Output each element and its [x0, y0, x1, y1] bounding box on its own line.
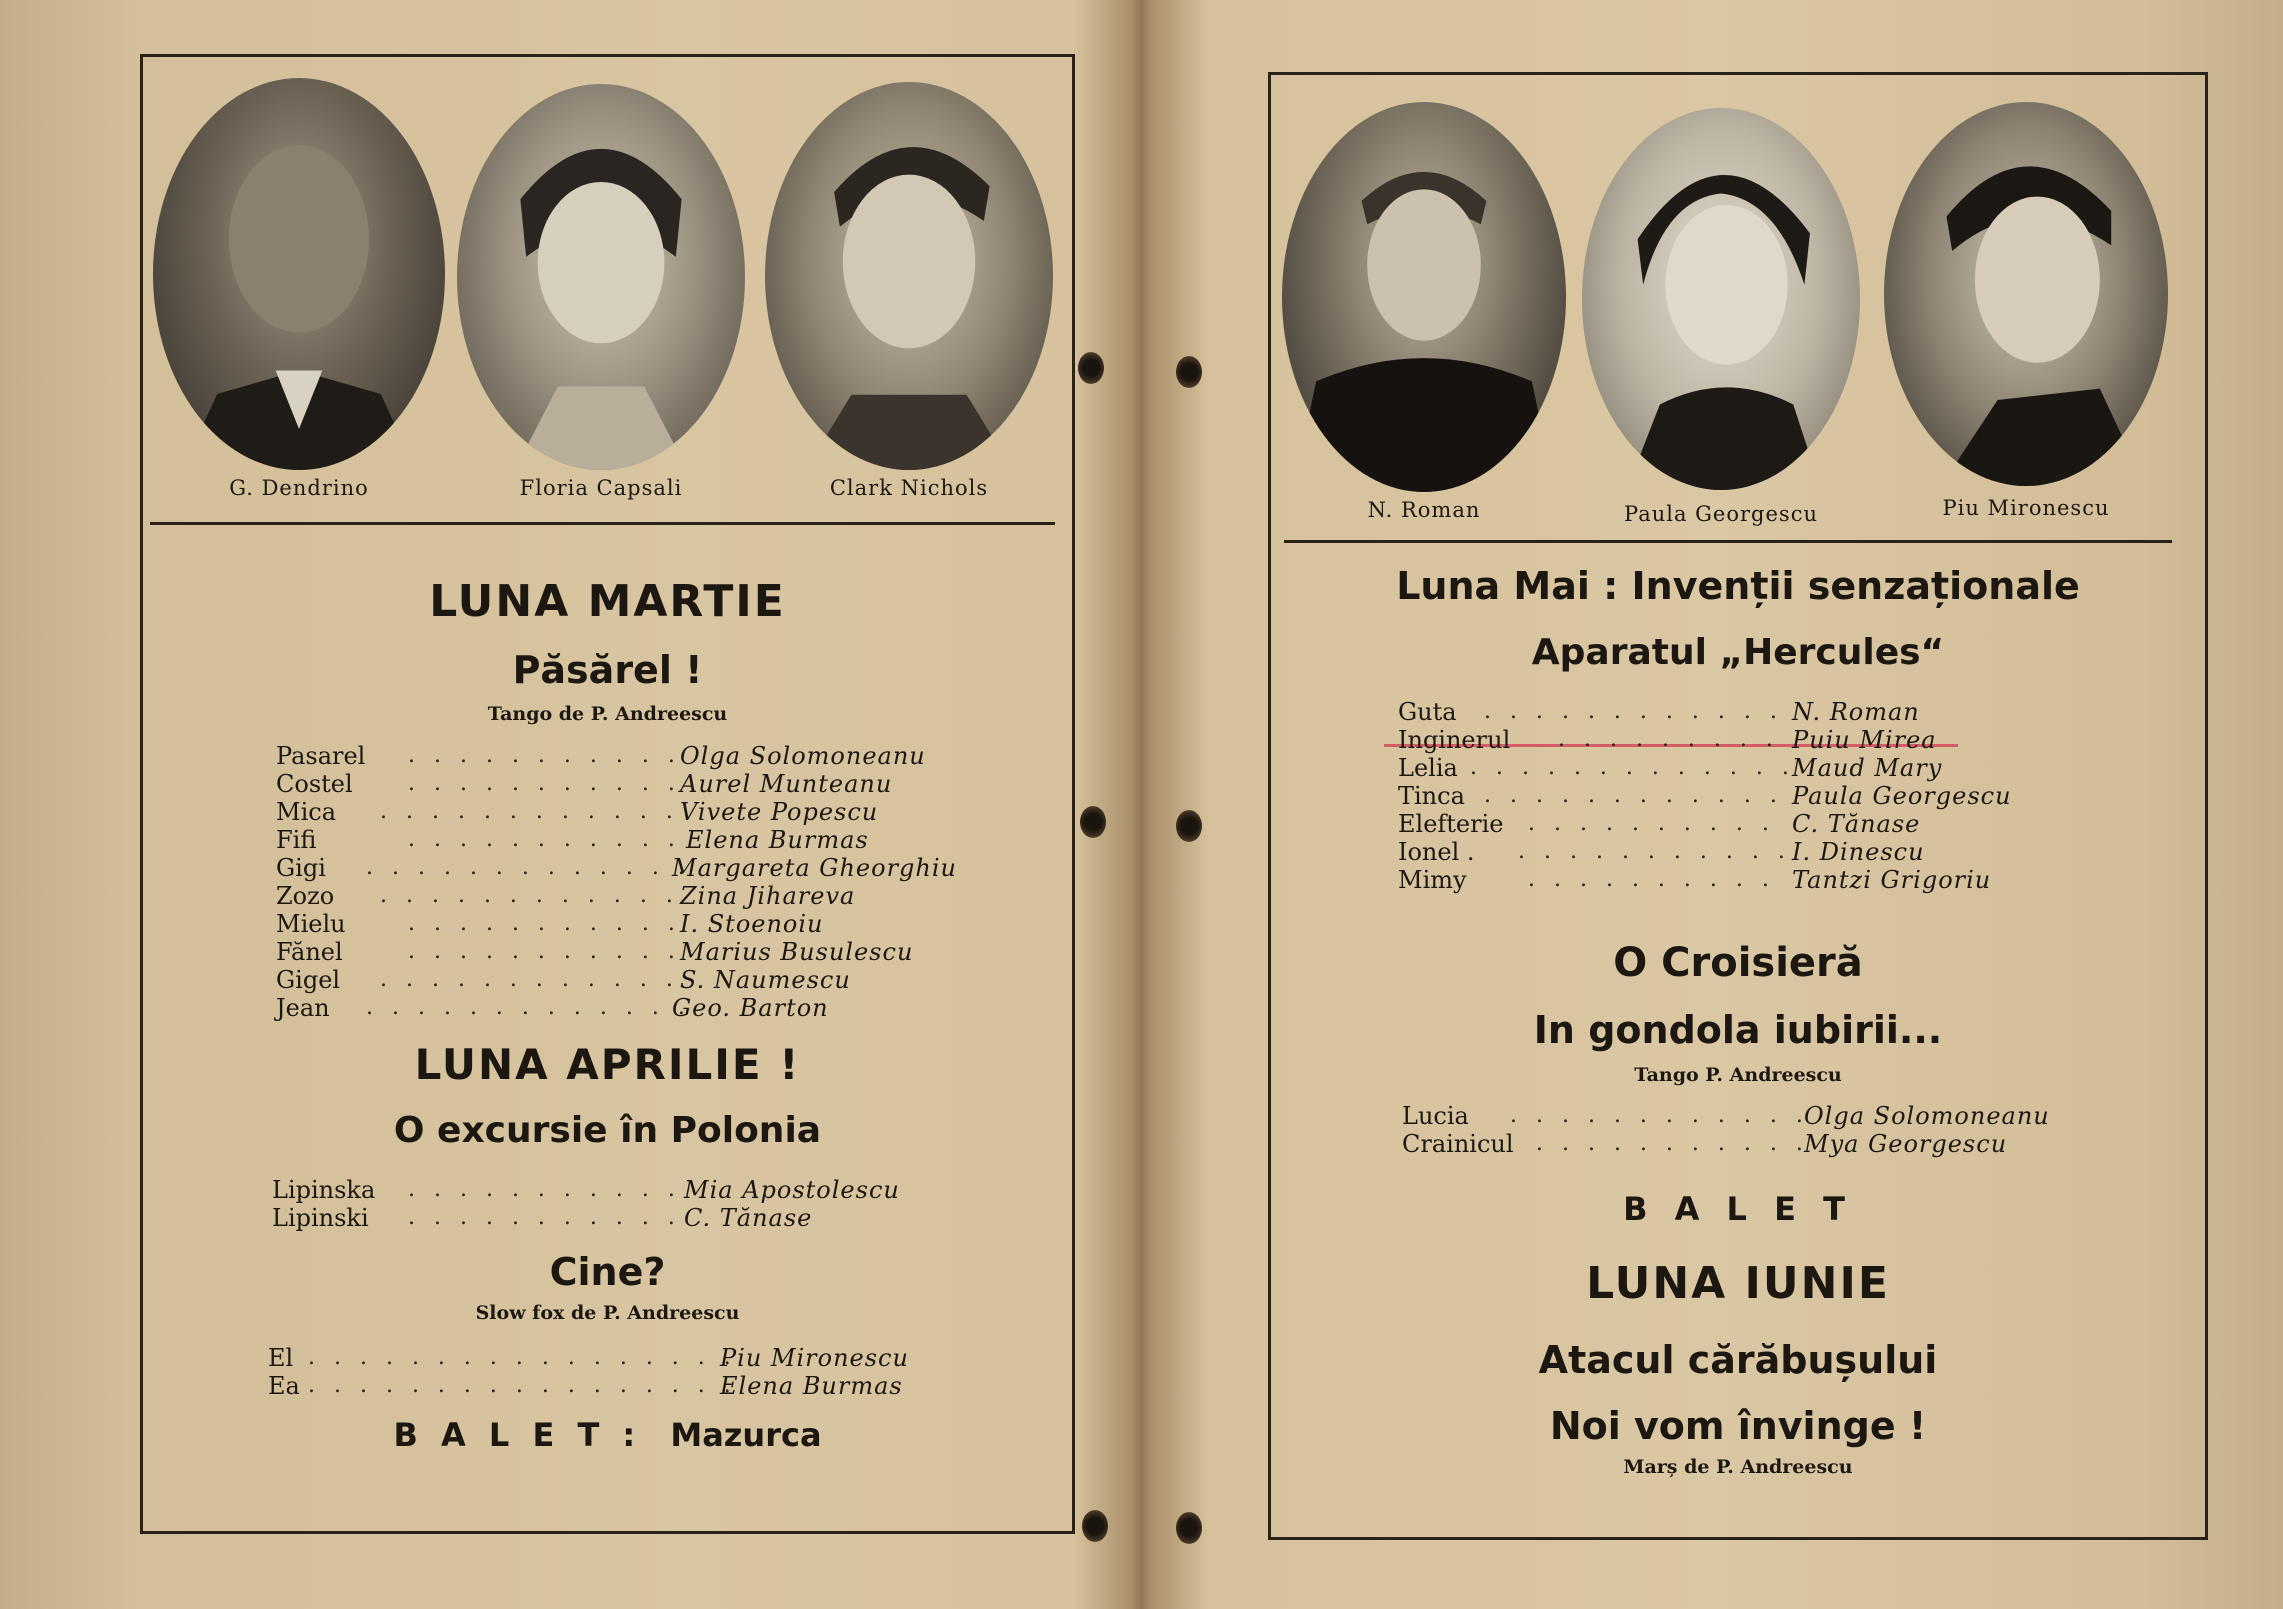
role-name: Zozo	[276, 882, 335, 910]
actor-name: Piu Mironescu	[720, 1344, 909, 1372]
section-title-mai: Luna Mai : Invenții senzaționale	[1396, 564, 2080, 608]
cast-row: Fănel . . . . . . . . . . . Marius Busulescu	[276, 938, 914, 966]
actor-name: Maud Mary	[1792, 754, 1943, 782]
section-title-croisiera: O Croisieră	[1613, 940, 1863, 986]
portrait-caption: Paula Georgescu	[1624, 502, 1818, 526]
role-name: Jean	[276, 994, 330, 1022]
cast-row: Mielu . . . . . . . . . . . I. Stoenoiu	[276, 910, 824, 938]
portrait-photo	[1282, 102, 1566, 492]
actor-name: Olga Solomoneanu	[680, 742, 926, 770]
role-name: Lucia	[1402, 1102, 1469, 1130]
role-name: Gigi	[276, 854, 326, 882]
song-title-pasarel: Păsărel !	[512, 648, 703, 692]
song-title-polonia: O excursie în Polonia	[393, 1110, 822, 1151]
role-name: Fifi	[276, 826, 317, 854]
song-credit-gondola: Tango P. Andreescu	[1634, 1064, 1842, 1086]
cast-list-gondola	[1402, 1102, 2122, 1158]
actor-name: Mya Georgescu	[1804, 1130, 2008, 1158]
cast-row: Lipinski . . . . . . . . . . . C. Tănase	[272, 1204, 813, 1232]
portrait-photo	[1582, 108, 1860, 490]
actor-name: C. Tănase	[684, 1204, 813, 1232]
cast-row: Elefterie . . . . . . . . . . C. Tănase	[1398, 810, 1921, 838]
role-name: Crainicul	[1402, 1130, 1514, 1158]
cast-row: El . . . . . . . . . . . . . . . . . Piu Mironescu	[268, 1344, 909, 1372]
cast-row: Lipinska . . . . . . . . . . . Mia Apostolescu	[272, 1176, 900, 1204]
actor-name: N. Roman	[1792, 698, 1920, 726]
role-name: Ionel .	[1398, 838, 1475, 866]
cast-row: Ea . . . . . . . . . . . . . . . . . Elena Burmas	[268, 1372, 903, 1400]
portrait-photo	[1884, 102, 2168, 486]
role-name: Guta	[1398, 698, 1457, 726]
role-name: Ea	[268, 1372, 300, 1400]
cast-row: Lucia . . . . . . . . . . . . Olga Solomoneanu	[1402, 1102, 2050, 1130]
cast-row: Jean . . . . . . . . . . . . . Geo. Barton	[276, 994, 829, 1022]
cast-row: Inginerul . . . . . . . . . Puiu Mirea	[1398, 726, 1937, 754]
balet-heading: B A L E T	[1623, 1190, 1853, 1228]
song-title-gondola: In gondola iubirii...	[1533, 1008, 1943, 1052]
portrait-caption: Piu Mironescu	[1942, 496, 2110, 520]
cast-row: Ionel . . . . . . . . . . . . I. Dinescu	[1398, 838, 1925, 866]
cast-row: Crainicul . . . . . . . . . . . Mya Georgescu	[1402, 1130, 2008, 1158]
role-name: Tinca	[1398, 782, 1465, 810]
portrait-caption: G. Dendrino	[229, 476, 369, 500]
role-name: Mimy	[1398, 866, 1467, 894]
actor-name: Zina Jihareva	[680, 882, 856, 910]
actor-name: Olga Solomoneanu	[1804, 1102, 2050, 1130]
role-name: Gigel	[276, 966, 341, 994]
actor-name: Puiu Mirea	[1792, 726, 1937, 754]
actor-name: Margareta Gheorghiu	[672, 854, 957, 882]
portrait-caption: Floria Capsali	[519, 476, 683, 500]
cast-row: Tinca . . . . . . . . . . . . Paula Georgescu	[1398, 782, 2012, 810]
cast-row: Costel . . . . . . . . . . . Aurel Munteanu	[276, 770, 893, 798]
portrait-caption: N. Roman	[1367, 498, 1481, 522]
actor-name: Paula Georgescu	[1792, 782, 2012, 810]
role-name: Costel	[276, 770, 353, 798]
role-name: Fănel	[276, 938, 343, 966]
actor-name: Tantzi Grigoriu	[1792, 866, 1992, 894]
balet-label: B A L E T :	[393, 1416, 642, 1454]
actor-name: Geo. Barton	[672, 994, 829, 1022]
song-credit-cine: Slow fox de P. Andreescu	[475, 1302, 740, 1324]
song-title-hercules: Aparatul „Hercules“	[1531, 632, 1945, 673]
section-title-aprilie: LUNA APRILIE !	[414, 1040, 801, 1089]
role-name: Elefterie	[1398, 810, 1504, 838]
song-title-invinge: Noi vom învinge !	[1549, 1404, 1927, 1448]
song-credit-invinge: Marș de P. Andreescu	[1623, 1456, 1853, 1478]
song-title-cine: Cine?	[549, 1250, 666, 1294]
right-divider	[1284, 540, 2172, 543]
actor-name: Aurel Munteanu	[680, 770, 893, 798]
role-name: Mielu	[276, 910, 346, 938]
role-name: Mica	[276, 798, 336, 826]
cast-row: Zozo . . . . . . . . . . . . Zina Jihareva	[276, 882, 856, 910]
cast-list-hercules	[1398, 698, 2118, 894]
cast-row: Mica . . . . . . . . . . . . Vivete Popescu	[276, 798, 879, 826]
song-credit-pasarel: Tango de P. Andreescu	[487, 703, 728, 725]
role-name: Pasarel	[276, 742, 366, 770]
role-name: Lipinski	[272, 1204, 369, 1232]
actor-name: Vivete Popescu	[680, 798, 879, 826]
cast-row: Mimy . . . . . . . . . . Tantzi Grigoriu	[1398, 866, 1992, 894]
actor-name: Elena Burmas	[720, 1372, 903, 1400]
role-name: El	[268, 1344, 294, 1372]
cast-row: Fifi . . . . . . . . . . . Elena Burmas	[276, 826, 869, 854]
actor-name: I. Stoenoiu	[680, 910, 824, 938]
actor-name: Mia Apostolescu	[684, 1176, 900, 1204]
section-title-iunie: LUNA IUNIE	[1586, 1258, 1890, 1309]
cast-row: Guta . . . . . . . . . . . . N. Roman	[1398, 698, 1920, 726]
portrait-caption: Clark Nichols	[829, 476, 989, 500]
role-name: Lelia	[1398, 754, 1458, 782]
section-title-martie: LUNA MARTIE	[429, 576, 786, 627]
role-name: Inginerul	[1398, 726, 1511, 754]
actor-name: C. Tănase	[1792, 810, 1921, 838]
cast-row: Gigel . . . . . . . . . . . . S. Naumescu	[276, 966, 851, 994]
actor-name: S. Naumescu	[680, 966, 851, 994]
actor-name: Marius Busulescu	[680, 938, 914, 966]
cast-row: Gigi . . . . . . . . . . . . . Margareta Gheorghiu	[276, 854, 957, 882]
balet-piece: Mazurca	[670, 1416, 822, 1454]
actor-name: Elena Burmas	[686, 826, 869, 854]
song-title-carabus: Atacul cărăbușului	[1538, 1338, 1938, 1382]
cast-row: Lelia . . . . . . . . . . . . . Maud Mary	[1398, 754, 1943, 782]
role-name: Lipinska	[272, 1176, 376, 1204]
actor-name: I. Dinescu	[1792, 838, 1925, 866]
cast-row: Pasarel . . . . . . . . . . . Olga Solomoneanu	[276, 742, 926, 770]
